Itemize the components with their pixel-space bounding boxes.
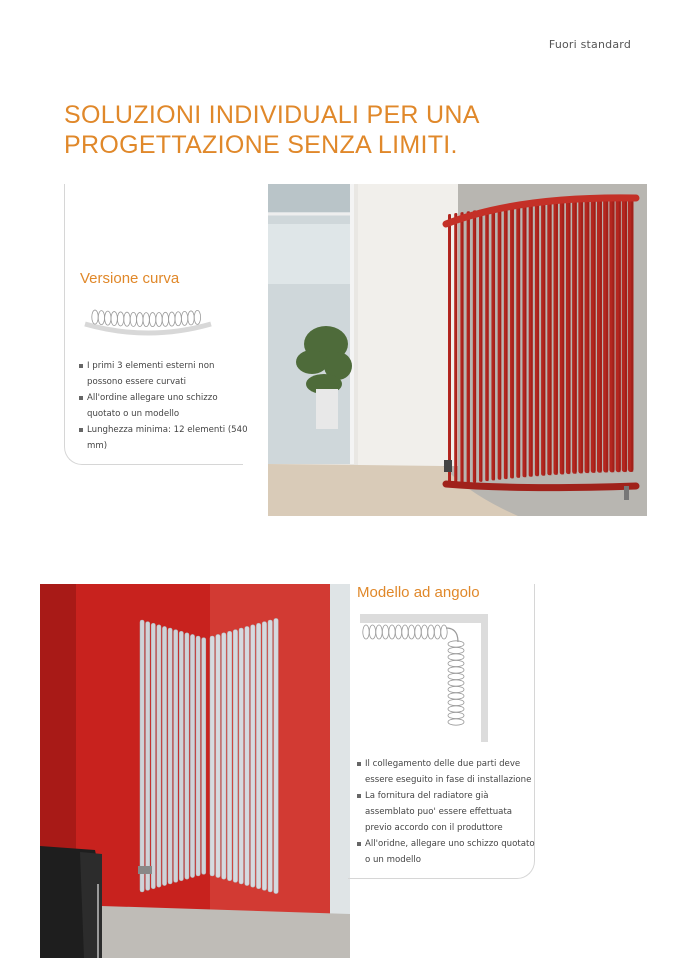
corner-radiator-photo [40,584,350,958]
curved-version-list [79,358,249,454]
list-item: I primi 3 elementi esterni non possono essere curvati [79,358,249,390]
corner-model-list [357,756,535,868]
page-title: SOLUZIONI INDIVIDUALI PER UNA PROGETTAZIONE SENZA LIMITI. [64,101,479,159]
list-item: All'ordine allegare uno schizzo quotato o un modello [79,390,249,422]
list-item: Lunghezza minima: 12 elementi (540 mm) [79,422,249,454]
curved-version-title: Versione curva [80,270,180,287]
curved-radiator-schema-icon [83,302,213,338]
corner-radiator-schema-icon [358,614,488,744]
curved-radiator-photo [268,184,647,516]
section-label: Fuori standard [548,38,631,51]
list-item: Il collegamento delle due parti deve essere eseguito in fase di installazione [357,756,535,788]
list-item: All'oridne, allegare uno schizzo quotato o un modello [357,836,535,868]
list-item: La fornitura del radiatore già assemblato puo' essere effettuata previo accordo con il produttore [357,788,535,836]
curved-version-card [64,184,248,465]
corner-model-card [348,584,535,879]
corner-model-title: Modello ad angolo [357,584,480,601]
